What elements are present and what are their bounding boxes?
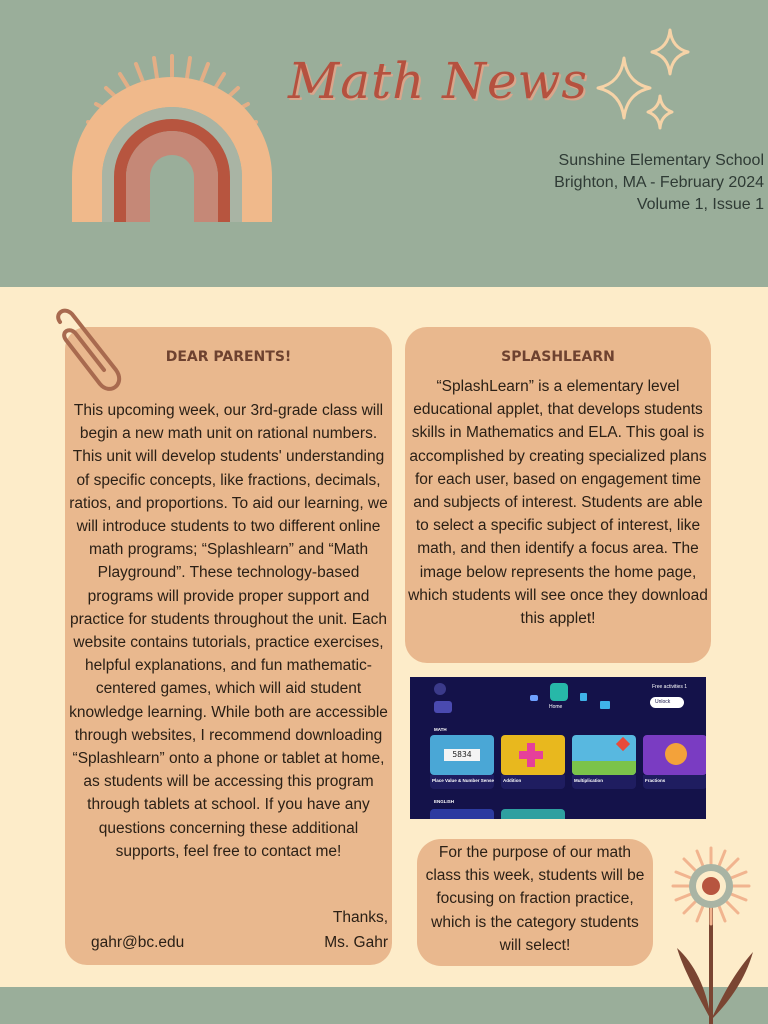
- sparkle-icon: [590, 28, 690, 138]
- footer-banner: [0, 987, 768, 1024]
- tile-fractions[interactable]: [643, 735, 706, 775]
- x-sign-icon: [616, 737, 630, 751]
- splashlearn-heading: SPLASHLEARN: [501, 349, 615, 365]
- avatar: [434, 683, 446, 695]
- school-name: Sunshine Elementary School: [558, 152, 764, 169]
- tile-label: Addition: [503, 778, 522, 783]
- counter-display: 5834: [444, 749, 480, 761]
- splashlearn-body: “SplashLearn” is a elementary level educational applet, that develops students skills in Mathematics and ELA. This goal is accomplished by creating specialized plans for each user, based on engagement time and subjects of interest. Students are able to select a specific subject of interest, like math, and then identify a focus area. The image below represents the home page, which students will see once they download this applet!: [408, 378, 708, 628]
- english-tile[interactable]: [430, 809, 494, 819]
- dear-parents-card: [65, 327, 392, 965]
- tile-place-value[interactable]: [430, 735, 494, 775]
- splashlearn-app-screenshot: [410, 677, 706, 819]
- gamepad-icon: [530, 695, 538, 701]
- thanks-text: Thanks,: [332, 909, 388, 926]
- home-label: Home: [549, 704, 563, 710]
- dear-parents-body: This upcoming week, our 3rd-grade class will begin a new math unit on rational numbers. This unit will develop students' understanding of specific concepts, like fractions, decimals, ratios, and proportions. To aid our learning, we will introduce students to two different online math programs; “Splashlearn” and “Math Playground”. These technology-based programs will provide proper support and practice for students throughout the unit. Each website contains tutorials, practice exercises, helpful explanations, and fun mathematic-centered games, which will aid student knowledge learning. While both are accessible through websites, I recommend downloading “Splashlearn” onto a phone or tablet at home, as students will be accessing this program through tablets at school. If you have any questions concerning these additional supports, feel free to contact me!: [69, 402, 388, 860]
- home-icon[interactable]: [550, 683, 568, 701]
- book-icon: [580, 693, 587, 701]
- tile-label: Multiplication: [574, 778, 603, 783]
- profile-icon: [434, 701, 452, 713]
- hill-shape: [572, 761, 636, 775]
- math-section-label: MATH: [434, 727, 447, 732]
- english-tile[interactable]: [501, 809, 565, 819]
- plus-icon-bar: [519, 751, 543, 759]
- newsletter-title: Math News: [288, 52, 588, 110]
- pizza-icon: [665, 743, 687, 765]
- tile-multiplication[interactable]: [572, 735, 636, 775]
- english-section-label: ENGLISH: [434, 799, 455, 804]
- splashlearn-card: [405, 327, 711, 663]
- school-info: [554, 150, 764, 216]
- tile-addition[interactable]: [501, 735, 565, 775]
- rainbow-icon: [66, 52, 278, 227]
- purpose-body: For the purpose of our math class this week, students will be focusing on fraction practice, which is the category students will select!: [425, 844, 645, 954]
- tile-label: Fractions: [645, 778, 666, 783]
- monitor-icon: [600, 701, 610, 709]
- dear-parents-heading: DEAR PARENTS!: [165, 349, 292, 365]
- location-date: Brighton, MA - February 2024: [554, 174, 764, 191]
- signature: Ms. Gahr: [324, 934, 388, 951]
- issue-number: Volume 1, Issue 1: [636, 196, 764, 213]
- paperclip-icon: [50, 308, 126, 398]
- flower-icon: [665, 840, 761, 1024]
- unlock-button[interactable]: Unlock: [650, 697, 684, 708]
- purpose-card: [417, 839, 653, 966]
- contact-email: gahr@bc.edu: [91, 934, 185, 951]
- free-activities: Free activities 1: [652, 684, 688, 690]
- tile-label: Place Value & Number Sense: [432, 778, 495, 783]
